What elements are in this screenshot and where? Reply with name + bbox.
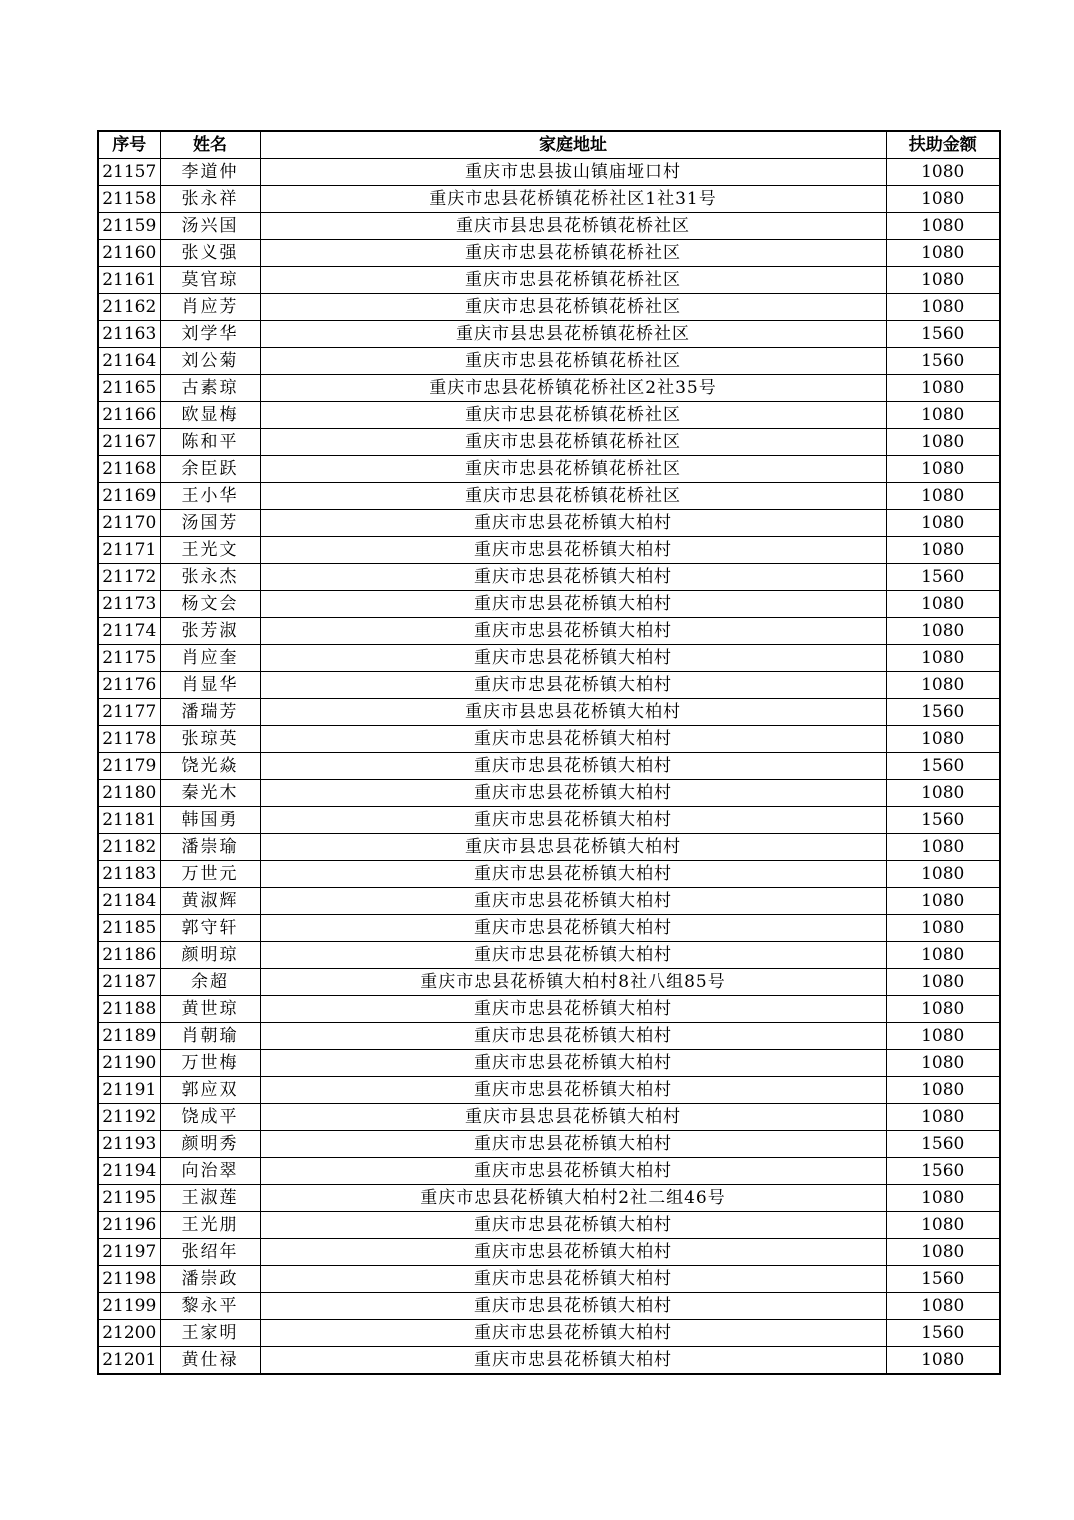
table-row — [98, 564, 1000, 591]
amount-cell: 1560 — [886, 1131, 1000, 1158]
serial-number-cell: 21182 — [98, 834, 160, 861]
address-cell: 重庆市忠县花桥镇大柏村 — [260, 645, 886, 672]
table-row — [98, 1347, 1000, 1375]
name-cell: 张芳淑 — [160, 618, 260, 645]
amount-cell: 1080 — [886, 861, 1000, 888]
name-cell: 杨文会 — [160, 591, 260, 618]
address-cell: 重庆市忠县花桥镇花桥社区 — [260, 267, 886, 294]
amount-cell: 1080 — [886, 1185, 1000, 1212]
serial-number-cell: 21174 — [98, 618, 160, 645]
amount-cell: 1560 — [886, 753, 1000, 780]
table-row — [98, 294, 1000, 321]
amount-cell: 1080 — [886, 780, 1000, 807]
amount-cell: 1080 — [886, 1347, 1000, 1375]
serial-number-cell: 21173 — [98, 591, 160, 618]
name-cell: 汤兴国 — [160, 213, 260, 240]
name-cell: 余臣跃 — [160, 456, 260, 483]
table-row — [98, 537, 1000, 564]
serial-number-cell: 21187 — [98, 969, 160, 996]
address-cell: 重庆市忠县花桥镇花桥社区2社35号 — [260, 375, 886, 402]
name-cell: 欧显梅 — [160, 402, 260, 429]
address-cell: 重庆市忠县花桥镇大柏村 — [260, 942, 886, 969]
table-row — [98, 807, 1000, 834]
serial-number-cell: 21175 — [98, 645, 160, 672]
table-row — [98, 1050, 1000, 1077]
amount-cell: 1560 — [886, 321, 1000, 348]
table-row — [98, 321, 1000, 348]
address-cell: 重庆市忠县花桥镇大柏村 — [260, 1320, 886, 1347]
serial-number-cell: 21178 — [98, 726, 160, 753]
amount-cell: 1080 — [886, 834, 1000, 861]
table-row — [98, 834, 1000, 861]
serial-number-cell: 21172 — [98, 564, 160, 591]
name-cell: 刘公菊 — [160, 348, 260, 375]
name-cell: 莫官琼 — [160, 267, 260, 294]
serial-number-cell: 21158 — [98, 186, 160, 213]
name-cell: 张永祥 — [160, 186, 260, 213]
amount-cell: 1080 — [886, 888, 1000, 915]
address-cell: 重庆市忠县花桥镇大柏村 — [260, 915, 886, 942]
name-cell: 张绍年 — [160, 1239, 260, 1266]
table-row — [98, 996, 1000, 1023]
serial-number-cell: 21159 — [98, 213, 160, 240]
amount-cell: 1080 — [886, 483, 1000, 510]
name-cell: 郭应双 — [160, 1077, 260, 1104]
amount-cell: 1560 — [886, 699, 1000, 726]
name-cell: 肖朝瑜 — [160, 1023, 260, 1050]
address-cell: 重庆市忠县花桥镇大柏村 — [260, 618, 886, 645]
amount-cell: 1560 — [886, 1158, 1000, 1185]
name-cell: 李道仲 — [160, 159, 260, 186]
amount-cell: 1080 — [886, 429, 1000, 456]
amount-cell: 1080 — [886, 294, 1000, 321]
serial-number-cell: 21199 — [98, 1293, 160, 1320]
amount-cell: 1080 — [886, 942, 1000, 969]
serial-number-cell: 21197 — [98, 1239, 160, 1266]
name-cell: 颜明秀 — [160, 1131, 260, 1158]
name-cell: 潘瑞芳 — [160, 699, 260, 726]
serial-number-cell: 21157 — [98, 159, 160, 186]
name-cell: 汤国芳 — [160, 510, 260, 537]
table-row — [98, 1131, 1000, 1158]
name-cell: 郭守轩 — [160, 915, 260, 942]
serial-number-cell: 21161 — [98, 267, 160, 294]
amount-cell: 1560 — [886, 1266, 1000, 1293]
amount-cell: 1080 — [886, 591, 1000, 618]
name-cell: 肖显华 — [160, 672, 260, 699]
serial-number-cell: 21200 — [98, 1320, 160, 1347]
header-home-address: 家庭地址 — [260, 131, 886, 159]
address-cell: 重庆市忠县花桥镇花桥社区 — [260, 483, 886, 510]
name-cell: 余超 — [160, 969, 260, 996]
amount-cell: 1080 — [886, 645, 1000, 672]
table-row — [98, 1077, 1000, 1104]
name-cell: 饶光焱 — [160, 753, 260, 780]
table-row — [98, 591, 1000, 618]
table-row — [98, 969, 1000, 996]
serial-number-cell: 21198 — [98, 1266, 160, 1293]
table-row — [98, 1212, 1000, 1239]
serial-number-cell: 21179 — [98, 753, 160, 780]
table-row — [98, 1320, 1000, 1347]
table-row — [98, 1185, 1000, 1212]
table-row — [98, 1104, 1000, 1131]
amount-cell: 1080 — [886, 1104, 1000, 1131]
amount-cell: 1080 — [886, 186, 1000, 213]
address-cell: 重庆市忠县花桥镇大柏村 — [260, 1077, 886, 1104]
aid-recipient-table — [97, 130, 1001, 1375]
address-cell: 重庆市县忠县花桥镇花桥社区 — [260, 321, 886, 348]
amount-cell: 1080 — [886, 996, 1000, 1023]
serial-number-cell: 21201 — [98, 1347, 160, 1375]
amount-cell: 1080 — [886, 1077, 1000, 1104]
address-cell: 重庆市忠县花桥镇大柏村 — [260, 1239, 886, 1266]
serial-number-cell: 21164 — [98, 348, 160, 375]
header-aid-amount: 扶助金额 — [886, 131, 1000, 159]
header-name: 姓名 — [160, 131, 260, 159]
amount-cell: 1080 — [886, 1212, 1000, 1239]
address-cell: 重庆市忠县花桥镇大柏村 — [260, 780, 886, 807]
address-cell: 重庆市忠县花桥镇大柏村 — [260, 1293, 886, 1320]
address-cell: 重庆市忠县花桥镇大柏村 — [260, 1131, 886, 1158]
address-cell: 重庆市县忠县花桥镇大柏村 — [260, 699, 886, 726]
table-row — [98, 1239, 1000, 1266]
serial-number-cell: 21171 — [98, 537, 160, 564]
name-cell: 刘学华 — [160, 321, 260, 348]
address-cell: 重庆市忠县花桥镇大柏村 — [260, 861, 886, 888]
header-row — [98, 131, 1000, 159]
table-row — [98, 213, 1000, 240]
address-cell: 重庆市忠县花桥镇花桥社区 — [260, 429, 886, 456]
serial-number-cell: 21193 — [98, 1131, 160, 1158]
name-cell: 肖应芳 — [160, 294, 260, 321]
table-row — [98, 672, 1000, 699]
address-cell: 重庆市忠县拔山镇庙垭口村 — [260, 159, 886, 186]
table-row — [98, 618, 1000, 645]
name-cell: 黄淑辉 — [160, 888, 260, 915]
address-cell: 重庆市忠县花桥镇大柏村 — [260, 807, 886, 834]
amount-cell: 1080 — [886, 726, 1000, 753]
name-cell: 万世梅 — [160, 1050, 260, 1077]
address-cell: 重庆市忠县花桥镇大柏村 — [260, 1347, 886, 1375]
table-row — [98, 429, 1000, 456]
table-row — [98, 699, 1000, 726]
address-cell: 重庆市忠县花桥镇大柏村 — [260, 726, 886, 753]
amount-cell: 1080 — [886, 402, 1000, 429]
address-cell: 重庆市县忠县花桥镇大柏村 — [260, 834, 886, 861]
address-cell: 重庆市忠县花桥镇大柏村8社八组85号 — [260, 969, 886, 996]
serial-number-cell: 21163 — [98, 321, 160, 348]
address-cell: 重庆市忠县花桥镇大柏村 — [260, 672, 886, 699]
amount-cell: 1560 — [886, 564, 1000, 591]
serial-number-cell: 21195 — [98, 1185, 160, 1212]
serial-number-cell: 21185 — [98, 915, 160, 942]
serial-number-cell: 21160 — [98, 240, 160, 267]
name-cell: 王小华 — [160, 483, 260, 510]
serial-number-cell: 21191 — [98, 1077, 160, 1104]
serial-number-cell: 21196 — [98, 1212, 160, 1239]
serial-number-cell: 21176 — [98, 672, 160, 699]
serial-number-cell: 21194 — [98, 1158, 160, 1185]
name-cell: 王光朋 — [160, 1212, 260, 1239]
serial-number-cell: 21181 — [98, 807, 160, 834]
serial-number-cell: 21180 — [98, 780, 160, 807]
address-cell: 重庆市忠县花桥镇大柏村 — [260, 1212, 886, 1239]
serial-number-cell: 21165 — [98, 375, 160, 402]
name-cell: 古素琼 — [160, 375, 260, 402]
table-row — [98, 726, 1000, 753]
table-row — [98, 888, 1000, 915]
serial-number-cell: 21190 — [98, 1050, 160, 1077]
address-cell: 重庆市忠县花桥镇大柏村2社二组46号 — [260, 1185, 886, 1212]
table-row — [98, 1023, 1000, 1050]
address-cell: 重庆市忠县花桥镇花桥社区1社31号 — [260, 186, 886, 213]
table-row — [98, 159, 1000, 186]
table-row — [98, 780, 1000, 807]
table-row — [98, 1293, 1000, 1320]
address-cell: 重庆市忠县花桥镇大柏村 — [260, 1158, 886, 1185]
table-row — [98, 240, 1000, 267]
amount-cell: 1560 — [886, 1320, 1000, 1347]
table-row — [98, 267, 1000, 294]
name-cell: 黄世琼 — [160, 996, 260, 1023]
address-cell: 重庆市忠县花桥镇大柏村 — [260, 1023, 886, 1050]
amount-cell: 1080 — [886, 618, 1000, 645]
table-row — [98, 942, 1000, 969]
address-cell: 重庆市忠县花桥镇大柏村 — [260, 888, 886, 915]
table-row — [98, 348, 1000, 375]
amount-cell: 1080 — [886, 267, 1000, 294]
address-cell: 重庆市忠县花桥镇大柏村 — [260, 510, 886, 537]
amount-cell: 1080 — [886, 1050, 1000, 1077]
address-cell: 重庆市县忠县花桥镇花桥社区 — [260, 213, 886, 240]
amount-cell: 1560 — [886, 807, 1000, 834]
address-cell: 重庆市忠县花桥镇花桥社区 — [260, 348, 886, 375]
serial-number-cell: 21184 — [98, 888, 160, 915]
address-cell: 重庆市忠县花桥镇花桥社区 — [260, 402, 886, 429]
amount-cell: 1080 — [886, 375, 1000, 402]
address-cell: 重庆市忠县花桥镇大柏村 — [260, 753, 886, 780]
name-cell: 黄仕禄 — [160, 1347, 260, 1375]
table-row — [98, 1158, 1000, 1185]
address-cell: 重庆市县忠县花桥镇大柏村 — [260, 1104, 886, 1131]
amount-cell: 1080 — [886, 159, 1000, 186]
serial-number-cell: 21183 — [98, 861, 160, 888]
table-row — [98, 375, 1000, 402]
name-cell: 黎永平 — [160, 1293, 260, 1320]
name-cell: 饶成平 — [160, 1104, 260, 1131]
table-row — [98, 645, 1000, 672]
amount-cell: 1080 — [886, 969, 1000, 996]
header-serial-number: 序号 — [98, 131, 160, 159]
amount-cell: 1080 — [886, 240, 1000, 267]
address-cell: 重庆市忠县花桥镇花桥社区 — [260, 240, 886, 267]
serial-number-cell: 21168 — [98, 456, 160, 483]
address-cell: 重庆市忠县花桥镇大柏村 — [260, 1266, 886, 1293]
serial-number-cell: 21192 — [98, 1104, 160, 1131]
amount-cell: 1560 — [886, 348, 1000, 375]
name-cell: 王家明 — [160, 1320, 260, 1347]
table-row — [98, 753, 1000, 780]
table-row — [98, 915, 1000, 942]
serial-number-cell: 21167 — [98, 429, 160, 456]
table-row — [98, 1266, 1000, 1293]
name-cell: 秦光木 — [160, 780, 260, 807]
name-cell: 陈和平 — [160, 429, 260, 456]
serial-number-cell: 21169 — [98, 483, 160, 510]
table-header — [98, 131, 1000, 159]
serial-number-cell: 21186 — [98, 942, 160, 969]
serial-number-cell: 21162 — [98, 294, 160, 321]
address-cell: 重庆市忠县花桥镇大柏村 — [260, 996, 886, 1023]
name-cell: 张永杰 — [160, 564, 260, 591]
name-cell: 向治翠 — [160, 1158, 260, 1185]
serial-number-cell: 21189 — [98, 1023, 160, 1050]
amount-cell: 1080 — [886, 1023, 1000, 1050]
table-row — [98, 456, 1000, 483]
name-cell: 张义强 — [160, 240, 260, 267]
amount-cell: 1080 — [886, 915, 1000, 942]
address-cell: 重庆市忠县花桥镇花桥社区 — [260, 456, 886, 483]
serial-number-cell: 21170 — [98, 510, 160, 537]
amount-cell: 1080 — [886, 537, 1000, 564]
amount-cell: 1080 — [886, 1293, 1000, 1320]
table-body — [98, 159, 1000, 1375]
name-cell: 潘崇瑜 — [160, 834, 260, 861]
amount-cell: 1080 — [886, 510, 1000, 537]
name-cell: 潘崇政 — [160, 1266, 260, 1293]
name-cell: 张琼英 — [160, 726, 260, 753]
name-cell: 王淑莲 — [160, 1185, 260, 1212]
address-cell: 重庆市忠县花桥镇花桥社区 — [260, 294, 886, 321]
name-cell: 王光文 — [160, 537, 260, 564]
name-cell: 韩国勇 — [160, 807, 260, 834]
table-row — [98, 402, 1000, 429]
table-row — [98, 186, 1000, 213]
address-cell: 重庆市忠县花桥镇大柏村 — [260, 564, 886, 591]
name-cell: 万世元 — [160, 861, 260, 888]
serial-number-cell: 21177 — [98, 699, 160, 726]
address-cell: 重庆市忠县花桥镇大柏村 — [260, 591, 886, 618]
address-cell: 重庆市忠县花桥镇大柏村 — [260, 537, 886, 564]
amount-cell: 1080 — [886, 456, 1000, 483]
serial-number-cell: 21188 — [98, 996, 160, 1023]
amount-cell: 1080 — [886, 672, 1000, 699]
table-row — [98, 510, 1000, 537]
address-cell: 重庆市忠县花桥镇大柏村 — [260, 1050, 886, 1077]
name-cell: 颜明琼 — [160, 942, 260, 969]
name-cell: 肖应奎 — [160, 645, 260, 672]
table-row — [98, 483, 1000, 510]
amount-cell: 1080 — [886, 213, 1000, 240]
table-row — [98, 861, 1000, 888]
serial-number-cell: 21166 — [98, 402, 160, 429]
amount-cell: 1080 — [886, 1239, 1000, 1266]
